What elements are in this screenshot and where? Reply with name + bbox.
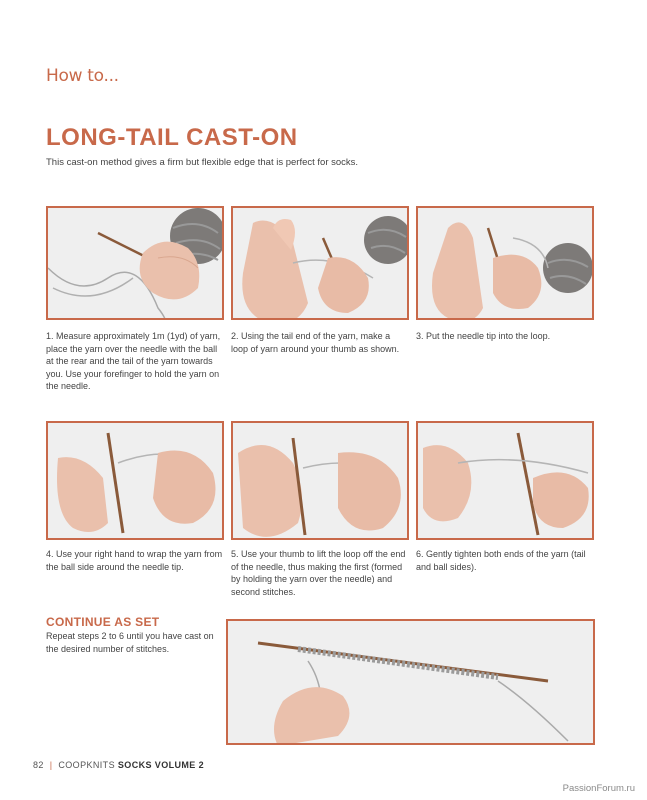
step-2-photo [231, 206, 409, 320]
step-1-photo [46, 206, 224, 320]
step-3-photo [416, 206, 594, 320]
step-2-caption: 2. Using the tail end of the yarn, make a loop of yarn around your thumb as shown. [231, 331, 400, 354]
step-4-photo [46, 421, 224, 540]
continue-title: CONTINUE AS SET [46, 615, 160, 629]
page-number: 82 [33, 760, 44, 770]
step-1-caption: 1. Measure approximately 1m (1yd) of yarn, place the yarn over the needle with the ball at the rear and the tail of the yarn towards you. Use your forefinger to hold the yarn on the needle. [46, 331, 221, 391]
section-label: How to... [46, 66, 119, 86]
step-5-caption: 5. Use your thumb to lift the loop off the end of the needle, thus making the first (formed by holding the yarn over the needle) and second stitches. [231, 549, 406, 597]
step-5-photo [231, 421, 409, 540]
step-3-caption: 3. Put the needle tip into the loop. [416, 331, 551, 341]
page-title: LONG-TAIL CAST-ON [46, 124, 298, 151]
step-6-caption: 6. Gently tighten both ends of the yarn (tail and ball sides). [416, 549, 586, 572]
continue-text: Repeat steps 2 to 6 until you have cast on the desired number of stitches. [46, 631, 214, 654]
footer-volume: SOCKS VOLUME 2 [117, 760, 205, 770]
step-4-caption: 4. Use your right hand to wrap the yarn from the ball side around the needle tip. [46, 549, 223, 572]
watermark: PassionForum.ru [562, 783, 635, 794]
intro-text: This cast-on method gives a firm but flexible edge that is perfect for socks. [46, 157, 359, 168]
footer-brand: COOPKNITS [58, 760, 115, 770]
page-footer [33, 760, 204, 770]
continue-photo [226, 619, 595, 745]
step-6-photo [416, 421, 594, 540]
footer-separator: | [49, 760, 53, 770]
